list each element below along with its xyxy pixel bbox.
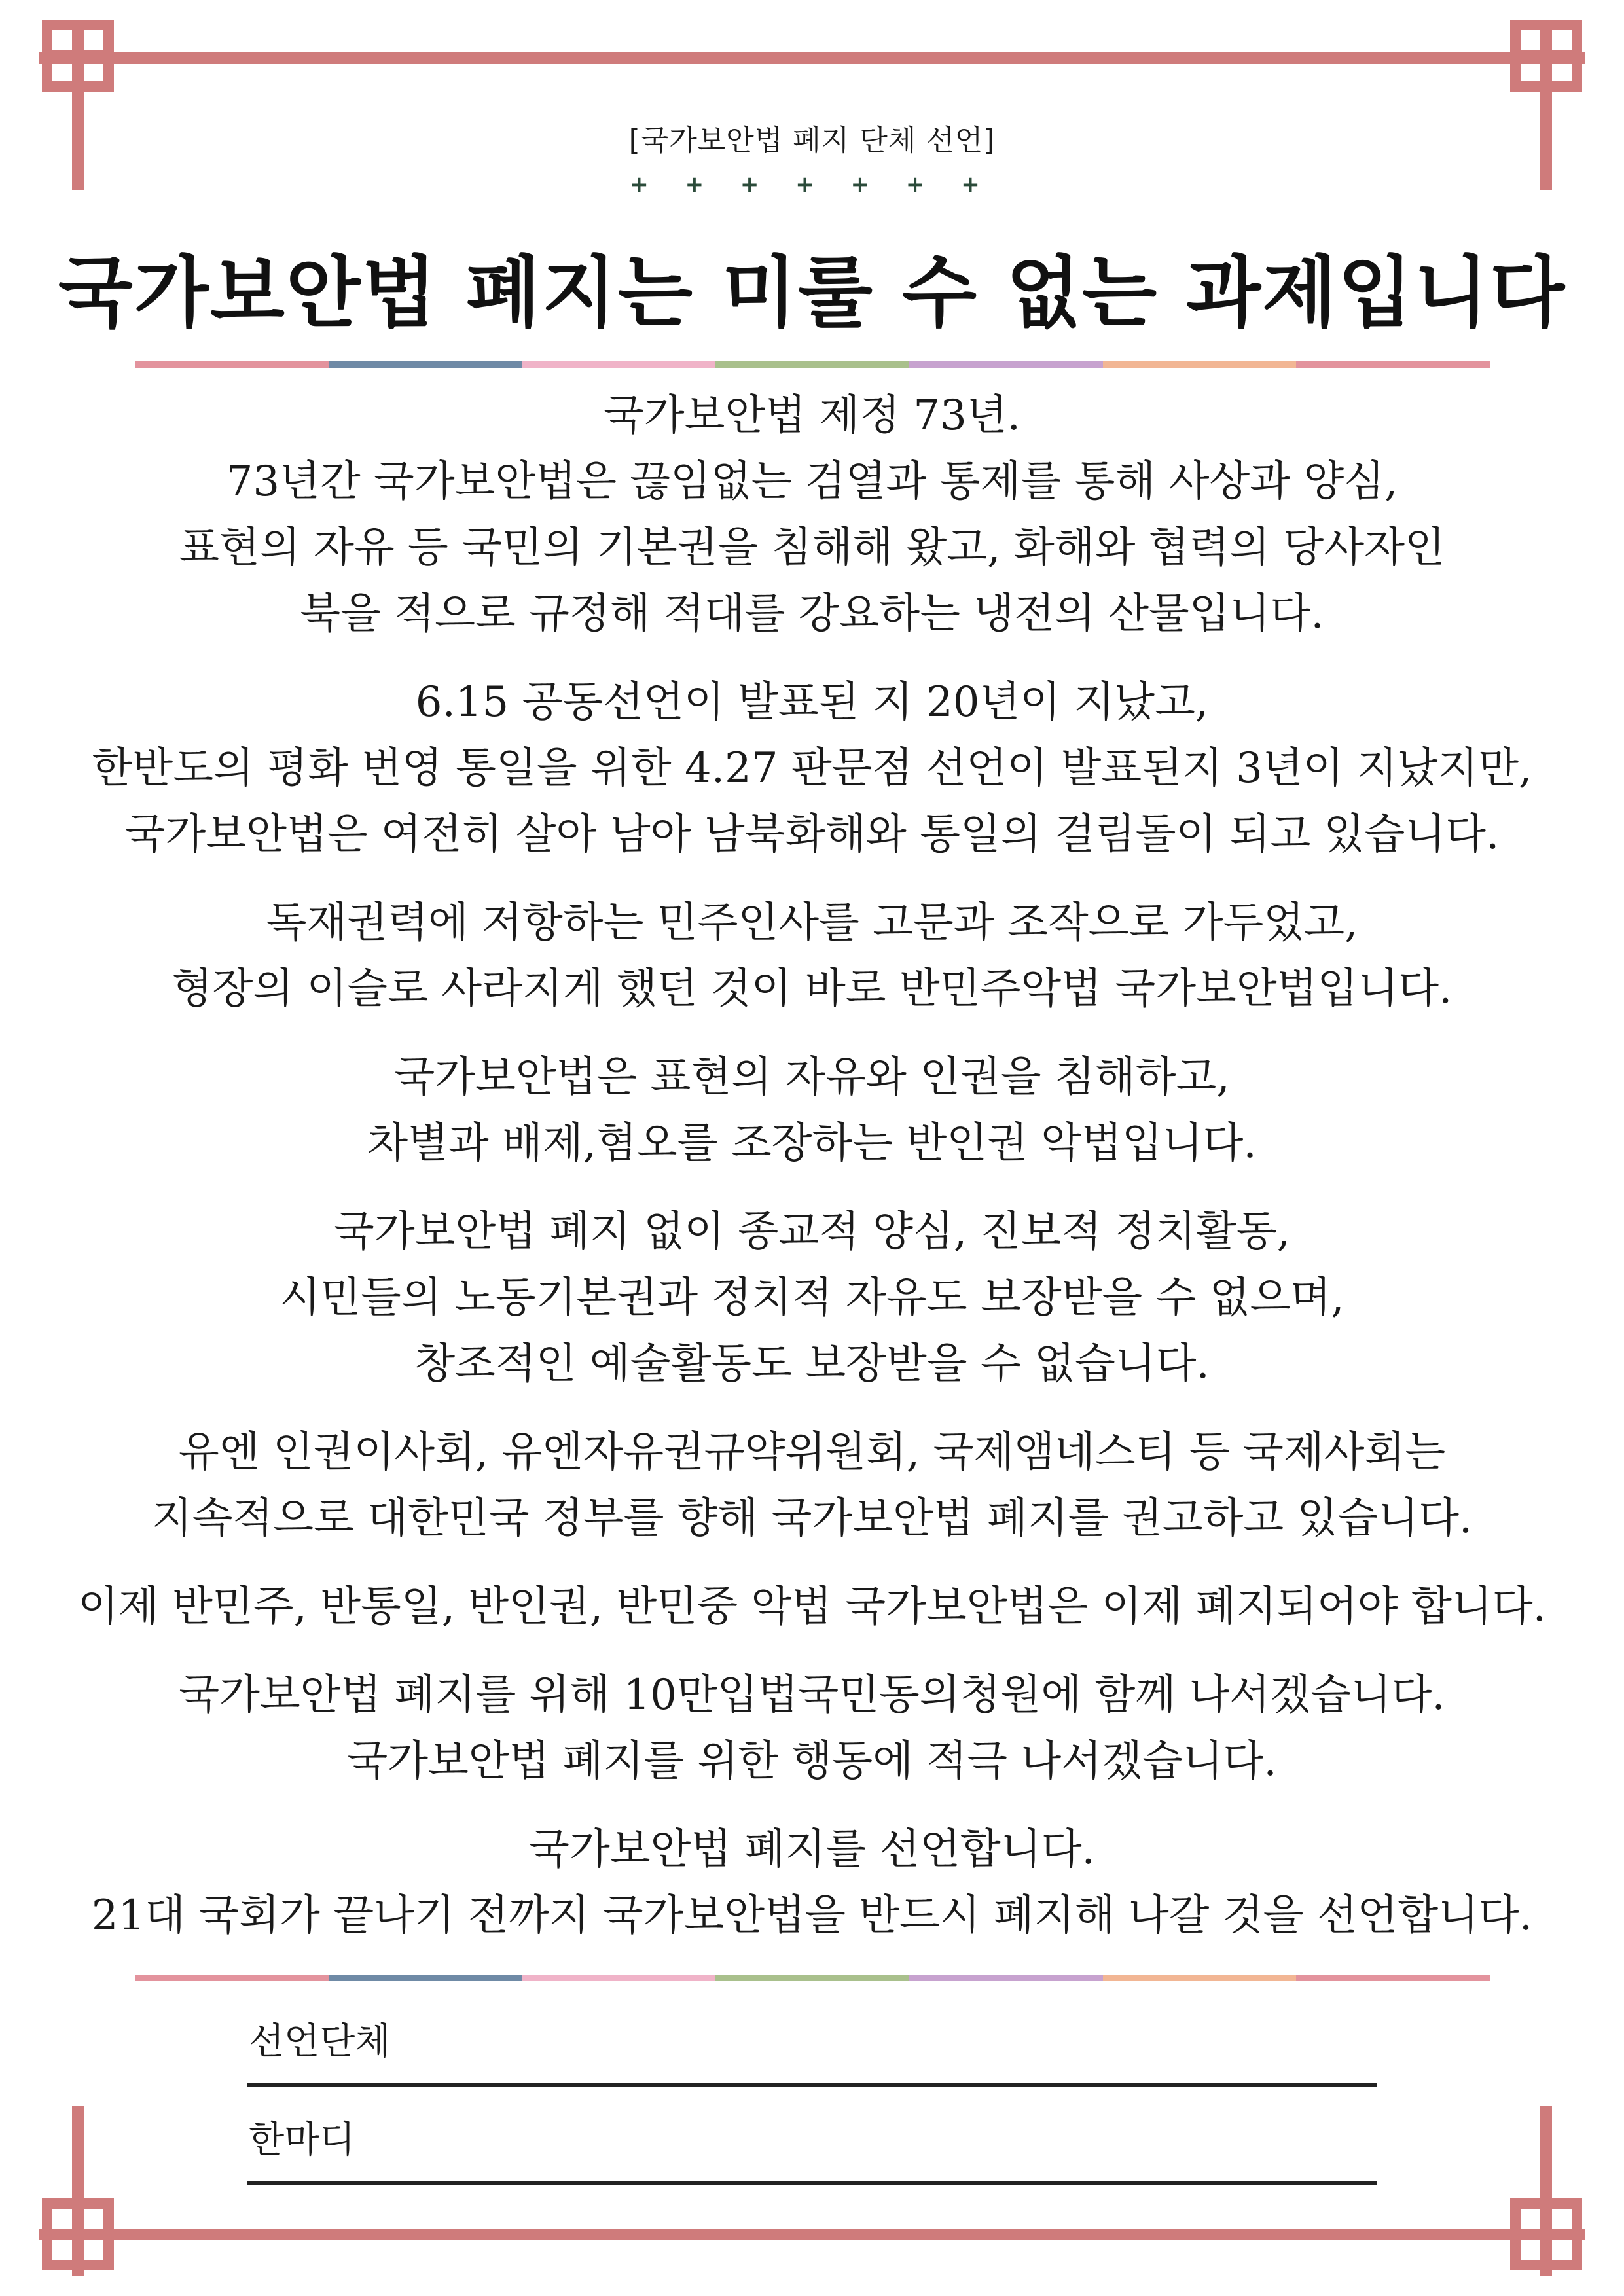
plus-ornament-row: + + + + + + +	[630, 171, 994, 198]
text-line: 국가보안법 제정 73년.	[603, 391, 1021, 440]
frame-bottom-border	[39, 2229, 1585, 2240]
rule-segment	[1103, 361, 1297, 368]
corner-knot-bottom-left-icon	[42, 2198, 114, 2270]
corner-knot-top-left-icon	[42, 20, 114, 92]
text-line: 6.15 공동선언이 발표된 지 20년이 지났고,	[415, 678, 1209, 726]
comment-signature-line[interactable]	[247, 2181, 1377, 2185]
rule-segment	[715, 1975, 909, 1981]
text-line: 유엔 인권이사회, 유엔자유권규약위원회, 국제앰네스티 등 국제사회는	[178, 1428, 1446, 1477]
organization-label: 선언단체	[249, 2020, 391, 2063]
text-line: 국가보안법 폐지를 위한 행동에 적극 나서겠습니다.	[347, 1737, 1277, 1785]
text-line: 국가보안법은 여전히 살아 남아 남북화해와 통일의 걸림돌이 되고 있습니다.	[124, 810, 1500, 859]
page-title: 국가보안법 폐지는 미룰 수 없는 과제입니다	[58, 247, 1566, 338]
text-line: 이제 반민주, 반통일, 반인권, 반민중 악법 국가보안법은 이제 폐지되어야 합니다.	[78, 1583, 1546, 1631]
rule-segment	[522, 1975, 715, 1981]
text-line: 21대 국회가 끝나기 전까지 국가보안법을 반드시 폐지해 나갈 것을 선언합니다.	[91, 1892, 1533, 1940]
declaration-kicker: [국가보안법 폐지 단체 선언]	[628, 124, 996, 157]
text-line: 한반도의 평화 번영 통일을 위한 4.27 판문점 선언이 발표된지 3년이 지났지만,	[92, 744, 1532, 793]
paragraph	[65, 670, 1559, 868]
text-line: 시민들의 노동기본권과 정치적 자유도 보장받을 수 없으며,	[280, 1274, 1344, 1322]
paragraph	[65, 1574, 1559, 1640]
color-divider-top	[135, 361, 1490, 368]
paragraph	[65, 1662, 1559, 1795]
text-line: 표현의 자유 등 국민의 기본권을 침해해 왔고, 화해와 협력의 당사자인	[179, 524, 1445, 572]
rule-segment	[1296, 1975, 1490, 1981]
rule-segment	[1296, 361, 1490, 368]
text-line: 국가보안법 폐지를 선언합니다.	[529, 1825, 1095, 1874]
text-line: 지속적으로 대한민국 정부를 향해 국가보안법 폐지를 권고하고 있습니다.	[151, 1494, 1473, 1543]
declaration-body	[65, 383, 1559, 1971]
comment-label: 한마디	[249, 2119, 355, 2161]
text-line: 차별과 배제,혐오를 조장하는 반인권 악법입니다.	[367, 1119, 1257, 1168]
paragraph	[65, 1199, 1559, 1397]
organization-signature-line[interactable]	[247, 2083, 1377, 2087]
paragraph	[65, 890, 1559, 1022]
paragraph	[65, 1817, 1559, 1949]
text-line: 국가보안법 폐지 없이 종교적 양심, 진보적 정치활동,	[333, 1208, 1291, 1256]
text-line: 73년간 국가보안법은 끊임없는 검열과 통제를 통해 사상과 양심,	[226, 457, 1398, 506]
rule-segment	[715, 361, 909, 368]
text-line: 북을 적으로 규정해 적대를 강요하는 냉전의 산물입니다.	[300, 590, 1324, 638]
corner-knot-bottom-right-icon	[1510, 2198, 1582, 2270]
paragraph	[65, 383, 1559, 647]
color-divider-bottom	[135, 1975, 1490, 1981]
corner-knot-top-right-icon	[1510, 20, 1582, 92]
frame-top-border	[39, 52, 1585, 64]
paragraph	[65, 1420, 1559, 1552]
paragraph	[65, 1045, 1559, 1177]
text-line: 창조적인 예술활동도 보장받을 수 없습니다.	[414, 1340, 1210, 1388]
rule-segment	[329, 1975, 522, 1981]
text-line: 독재권력에 저항하는 민주인사를 고문과 조작으로 가두었고,	[266, 899, 1358, 947]
text-line: 국가보안법은 표현의 자유와 인권을 침해하고,	[394, 1053, 1230, 1102]
rule-segment	[909, 361, 1103, 368]
rule-segment	[909, 1975, 1103, 1981]
rule-segment	[522, 361, 715, 368]
text-line: 형장의 이슬로 사라지게 했던 것이 바로 반민주악법 국가보안법입니다.	[171, 965, 1453, 1013]
rule-segment	[135, 1975, 329, 1981]
rule-segment	[135, 361, 329, 368]
text-line: 국가보안법 폐지를 위해 10만입법국민동의청원에 함께 나서겠습니다.	[179, 1671, 1445, 1719]
rule-segment	[1103, 1975, 1297, 1981]
rule-segment	[329, 361, 522, 368]
